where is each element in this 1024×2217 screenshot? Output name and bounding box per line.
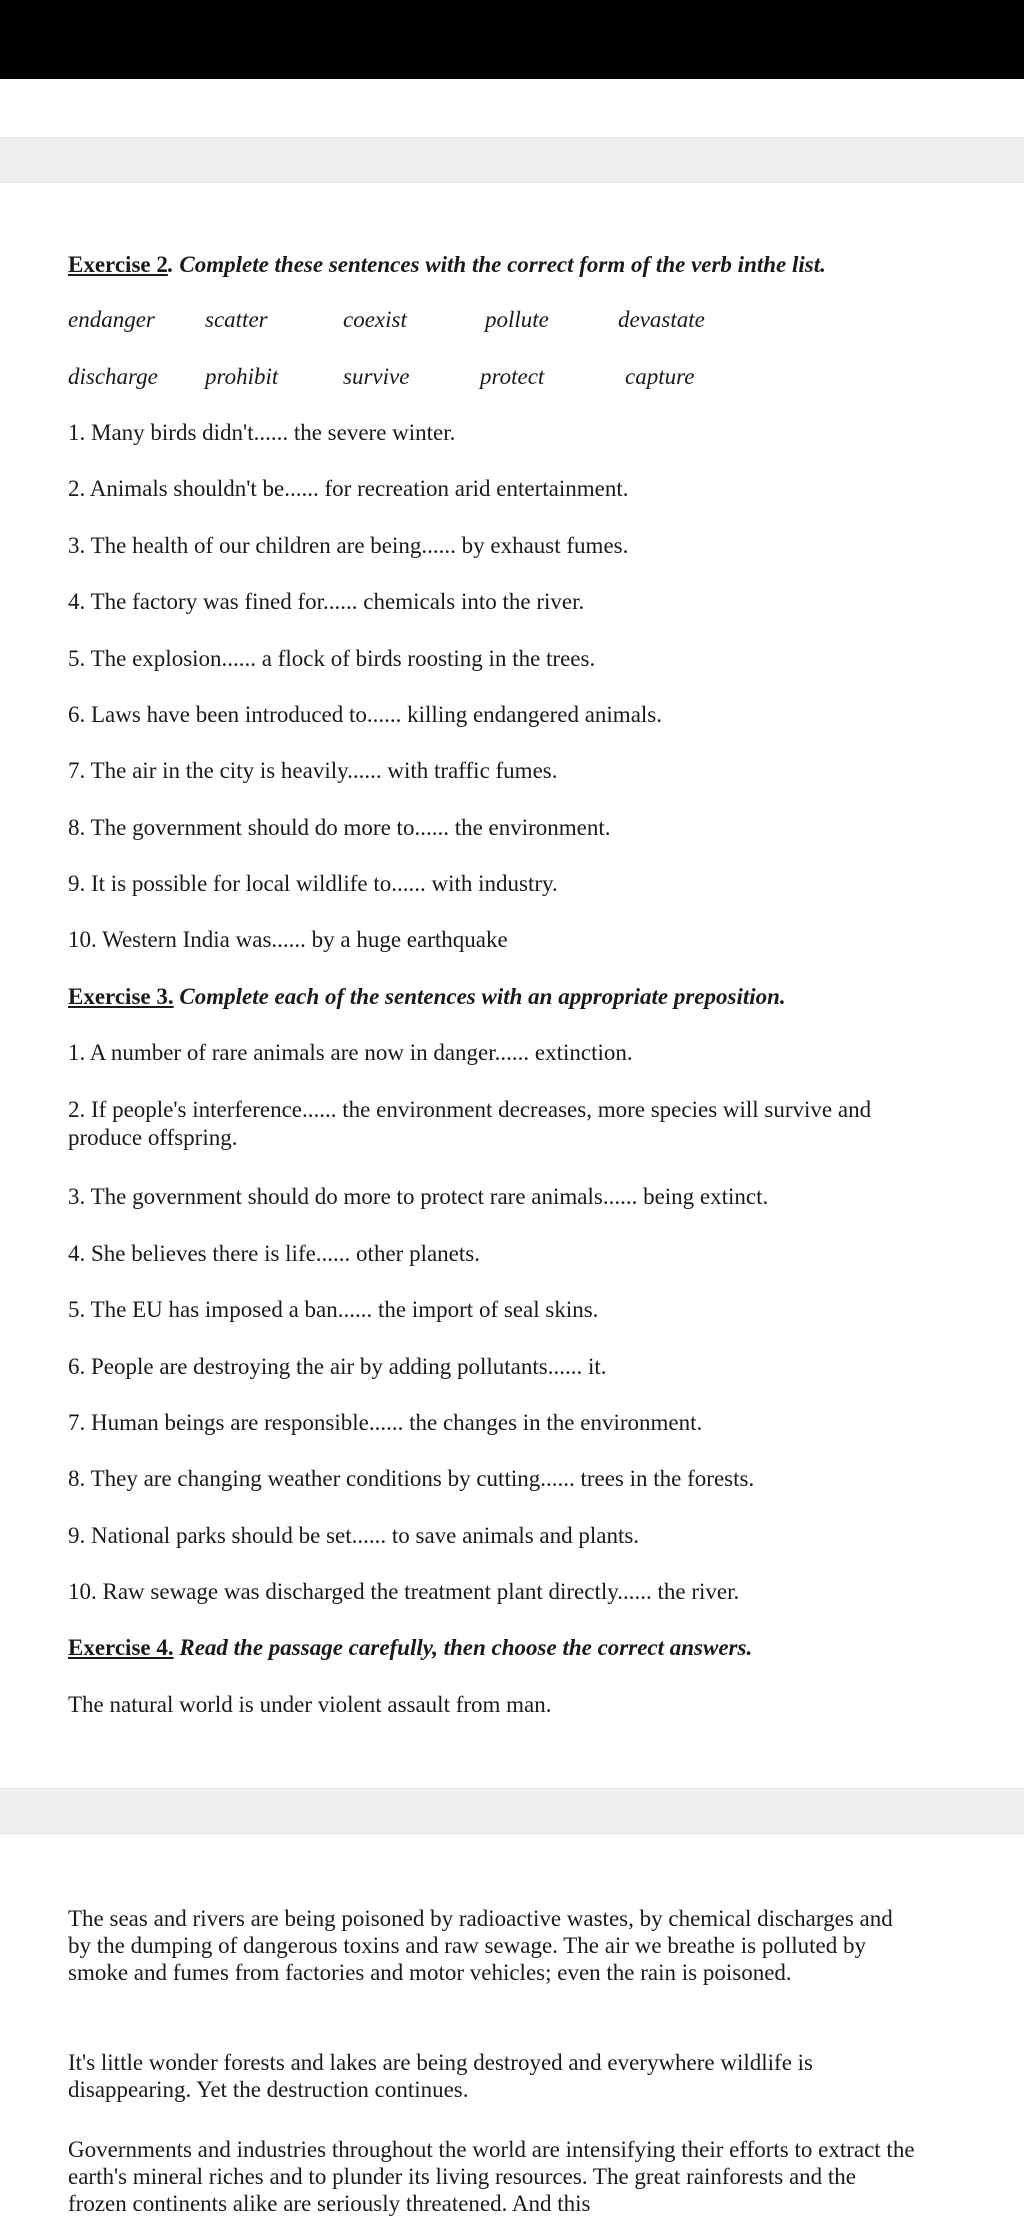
exercise-3-heading: [68, 983, 786, 1011]
exercise-3-item: 7. Human beings are responsible...... the changes in the environment.: [68, 1410, 703, 1435]
exercise-2-item: 3. The health of our children are being...... by exhaust fumes.: [68, 533, 629, 558]
verb-item: devastate: [618, 307, 705, 332]
exercise-2-item: 8. The government should do more to...... the environment.: [68, 815, 611, 840]
exercise-3-item: 4. She believes there is life...... other planets.: [68, 1241, 480, 1266]
exercise-2-item: 6. Laws have been introduced to...... killing endangered animals.: [68, 702, 662, 727]
verb-item: scatter: [205, 307, 268, 332]
page-separator: [0, 1788, 1024, 1834]
exercise-4-intro: The natural world is under violent assault from man.: [68, 1692, 552, 1717]
verb-item: pollute: [485, 307, 549, 332]
exercise-2-item: 9. It is possible for local wildlife to...... with industry.: [68, 871, 558, 896]
exercise-4-instruction: Read the passage carefully, then choose the correct answers.: [173, 1635, 753, 1660]
exercise-2-label: Exercise 2: [68, 252, 168, 277]
verb-item: discharge: [68, 364, 158, 389]
exercise-3-instruction: Complete each of the sentences with an appropriate preposition.: [173, 984, 786, 1009]
verb-item: capture: [625, 364, 695, 389]
passage-paragraph: It's little wonder forests and lakes are being destroyed and everywhere wildlife is disappearing. Yet the destruction continues.: [68, 2050, 814, 2102]
verb-item: endanger: [68, 307, 155, 332]
verb-item: coexist: [343, 307, 407, 332]
exercise-2-instruction: . Complete these sentences with the correct form of the verb inthe list.: [167, 252, 826, 277]
document-page: [0, 1834, 1024, 2217]
exercise-3-item: 8. They are changing weather conditions by cutting...... trees in the forests.: [68, 1466, 755, 1491]
document-page: [0, 183, 1024, 1787]
exercise-3-item: 6. People are destroying the air by adding pollutants...... it.: [68, 1354, 607, 1379]
exercise-4-label: Exercise 4.: [68, 1635, 174, 1660]
exercise-2-item: 2. Animals shouldn't be...... for recreation arid entertainment.: [68, 476, 629, 501]
exercise-3-item: 3. The government should do more to protect rare animals...... being extinct.: [68, 1184, 769, 1209]
page-separator: [0, 137, 1024, 183]
exercise-4-heading: [68, 1634, 752, 1662]
exercise-3-item: 10. Raw sewage was discharged the treatment plant directly...... the river.: [68, 1579, 740, 1604]
exercise-2-item: 5. The explosion...... a flock of birds roosting in the trees.: [68, 646, 596, 671]
passage-paragraph: Governments and industries throughout the world are intensifying their efforts to extract the earth's mineral riches and to plunder its living resources. The great rainforests and the frozen continents alike are seriously threatened. And this: [68, 2137, 915, 2216]
exercise-3-item: 1. A number of rare animals are now in danger...... extinction.: [68, 1040, 633, 1065]
exercise-3-item: 2. If people's interference...... the environment decreases, more species will survive and produce offspring.: [68, 1097, 872, 1150]
exercise-3-item: 5. The EU has imposed a ban...... the import of seal skins.: [68, 1297, 599, 1322]
verb-item: survive: [343, 364, 410, 389]
exercise-2-heading: [68, 251, 826, 279]
verb-item: protect: [480, 364, 545, 389]
exercise-2-item: 10. Western India was...... by a huge earthquake: [68, 927, 508, 952]
exercise-3-label: Exercise 3.: [68, 984, 174, 1009]
status-bar: [0, 0, 1024, 79]
exercise-2-item: 7. The air in the city is heavily...... with traffic fumes.: [68, 758, 558, 783]
exercise-2-item: 1. Many birds didn't...... the severe winter.: [68, 420, 456, 445]
exercise-3-item: 9. National parks should be set...... to save animals and plants.: [68, 1523, 640, 1548]
verb-item: prohibit: [205, 364, 279, 389]
exercise-2-item: 4. The factory was fined for...... chemicals into the river.: [68, 589, 585, 614]
passage-paragraph: The seas and rivers are being poisoned by radioactive wastes, by chemical discharges and by the dumping of dangerous toxins and raw sewage. The air we breathe is polluted by smoke and fumes from factories and motor vehicles; even the rain is poisoned.: [68, 1906, 893, 1985]
